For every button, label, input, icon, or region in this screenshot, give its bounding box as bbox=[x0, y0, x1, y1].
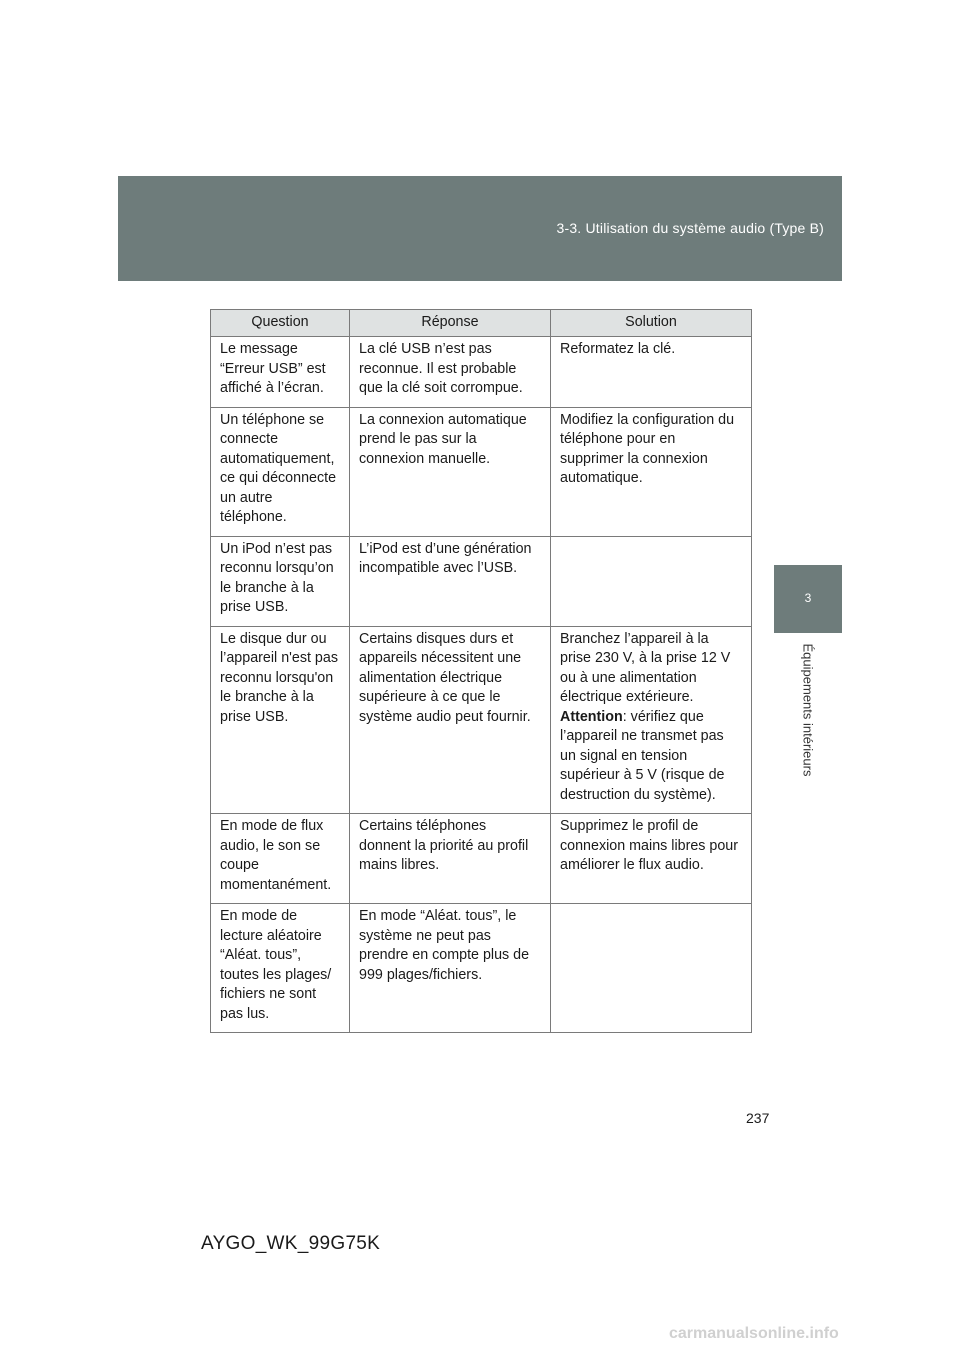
solution-cell bbox=[551, 904, 752, 1033]
table-row bbox=[211, 337, 752, 408]
answer-cell: En mode “Aléat. tous”, le système ne peut pas prendre en compte plus de 999 plages/fichiers. bbox=[350, 904, 551, 1033]
table-row bbox=[211, 814, 752, 904]
warning-text: : vérifiez que l’appareil ne transmet pas un signal en tension supérieur à 5 V (risque de destruction du système). bbox=[560, 708, 725, 803]
table-row bbox=[211, 626, 752, 814]
warning-label: Attention bbox=[560, 708, 623, 725]
answer-cell: La clé USB n’est pas reconnue. Il est probable que la clé soit corrompue. bbox=[350, 337, 551, 408]
solution-cell: Supprimez le profil de connexion mains libres pour améliorer le flux audio. bbox=[551, 814, 752, 904]
answer-cell: Certains disques durs et appareils nécessitent une alimentation électrique supérieure à ce que le système audio peut fournir. bbox=[350, 626, 551, 814]
answer-cell: La connexion automatique prend le pas sur la connexion manuelle. bbox=[350, 407, 551, 536]
table-row bbox=[211, 904, 752, 1033]
question-cell: Le disque dur ou l’appareil n'est pas reconnu lorsqu'on le branche à la prise USB. bbox=[211, 626, 350, 814]
column-header-question: Question bbox=[211, 310, 350, 337]
column-header-solution: Solution bbox=[551, 310, 752, 337]
question-cell: En mode de flux audio, le son se coupe momentanément. bbox=[211, 814, 350, 904]
answer-cell: Certains téléphones donnent la priorité au profil mains libres. bbox=[350, 814, 551, 904]
table-header-row bbox=[211, 310, 752, 337]
chapter-label: Équipements intérieurs bbox=[800, 643, 816, 777]
document-code: AYGO_WK_99G75K bbox=[201, 1233, 381, 1254]
chapter-tab bbox=[774, 565, 842, 633]
section-title: 3-3. Utilisation du système audio (Type B) bbox=[556, 220, 824, 236]
question-cell: Un téléphone se connecte automatiquement, ce qui déconnecte un autre téléphone. bbox=[211, 407, 350, 536]
table-row bbox=[211, 407, 752, 536]
solution-cell bbox=[551, 626, 752, 814]
solution-cell: Modifiez la configuration du téléphone pour en supprimer la connexion automatique. bbox=[551, 407, 752, 536]
solution-cell: Reformatez la clé. bbox=[551, 337, 752, 408]
column-header-answer: Réponse bbox=[350, 310, 551, 337]
question-cell: En mode de lecture aléatoire “Aléat. tous”, toutes les plages/ fichiers ne sont pas lus. bbox=[211, 904, 350, 1033]
page-number: 237 bbox=[746, 1110, 770, 1126]
question-cell: Le message “Erreur USB” est affiché à l’écran. bbox=[211, 337, 350, 408]
solution-text: Branchez l’appareil à la prise 230 V, à la prise 12 V ou à une alimentation électrique extérieure. bbox=[560, 630, 731, 705]
chapter-number: 3 bbox=[804, 591, 812, 605]
troubleshooting-table bbox=[210, 309, 752, 1033]
watermark: carmanualsonline.info bbox=[669, 1325, 839, 1342]
answer-cell: L’iPod est d’une génération incompatible avec l’USB. bbox=[350, 536, 551, 626]
solution-cell bbox=[551, 536, 752, 626]
header-band bbox=[118, 176, 842, 281]
question-cell: Un iPod n’est pas reconnu lorsqu’on le branche à la prise USB. bbox=[211, 536, 350, 626]
table-row bbox=[211, 536, 752, 626]
